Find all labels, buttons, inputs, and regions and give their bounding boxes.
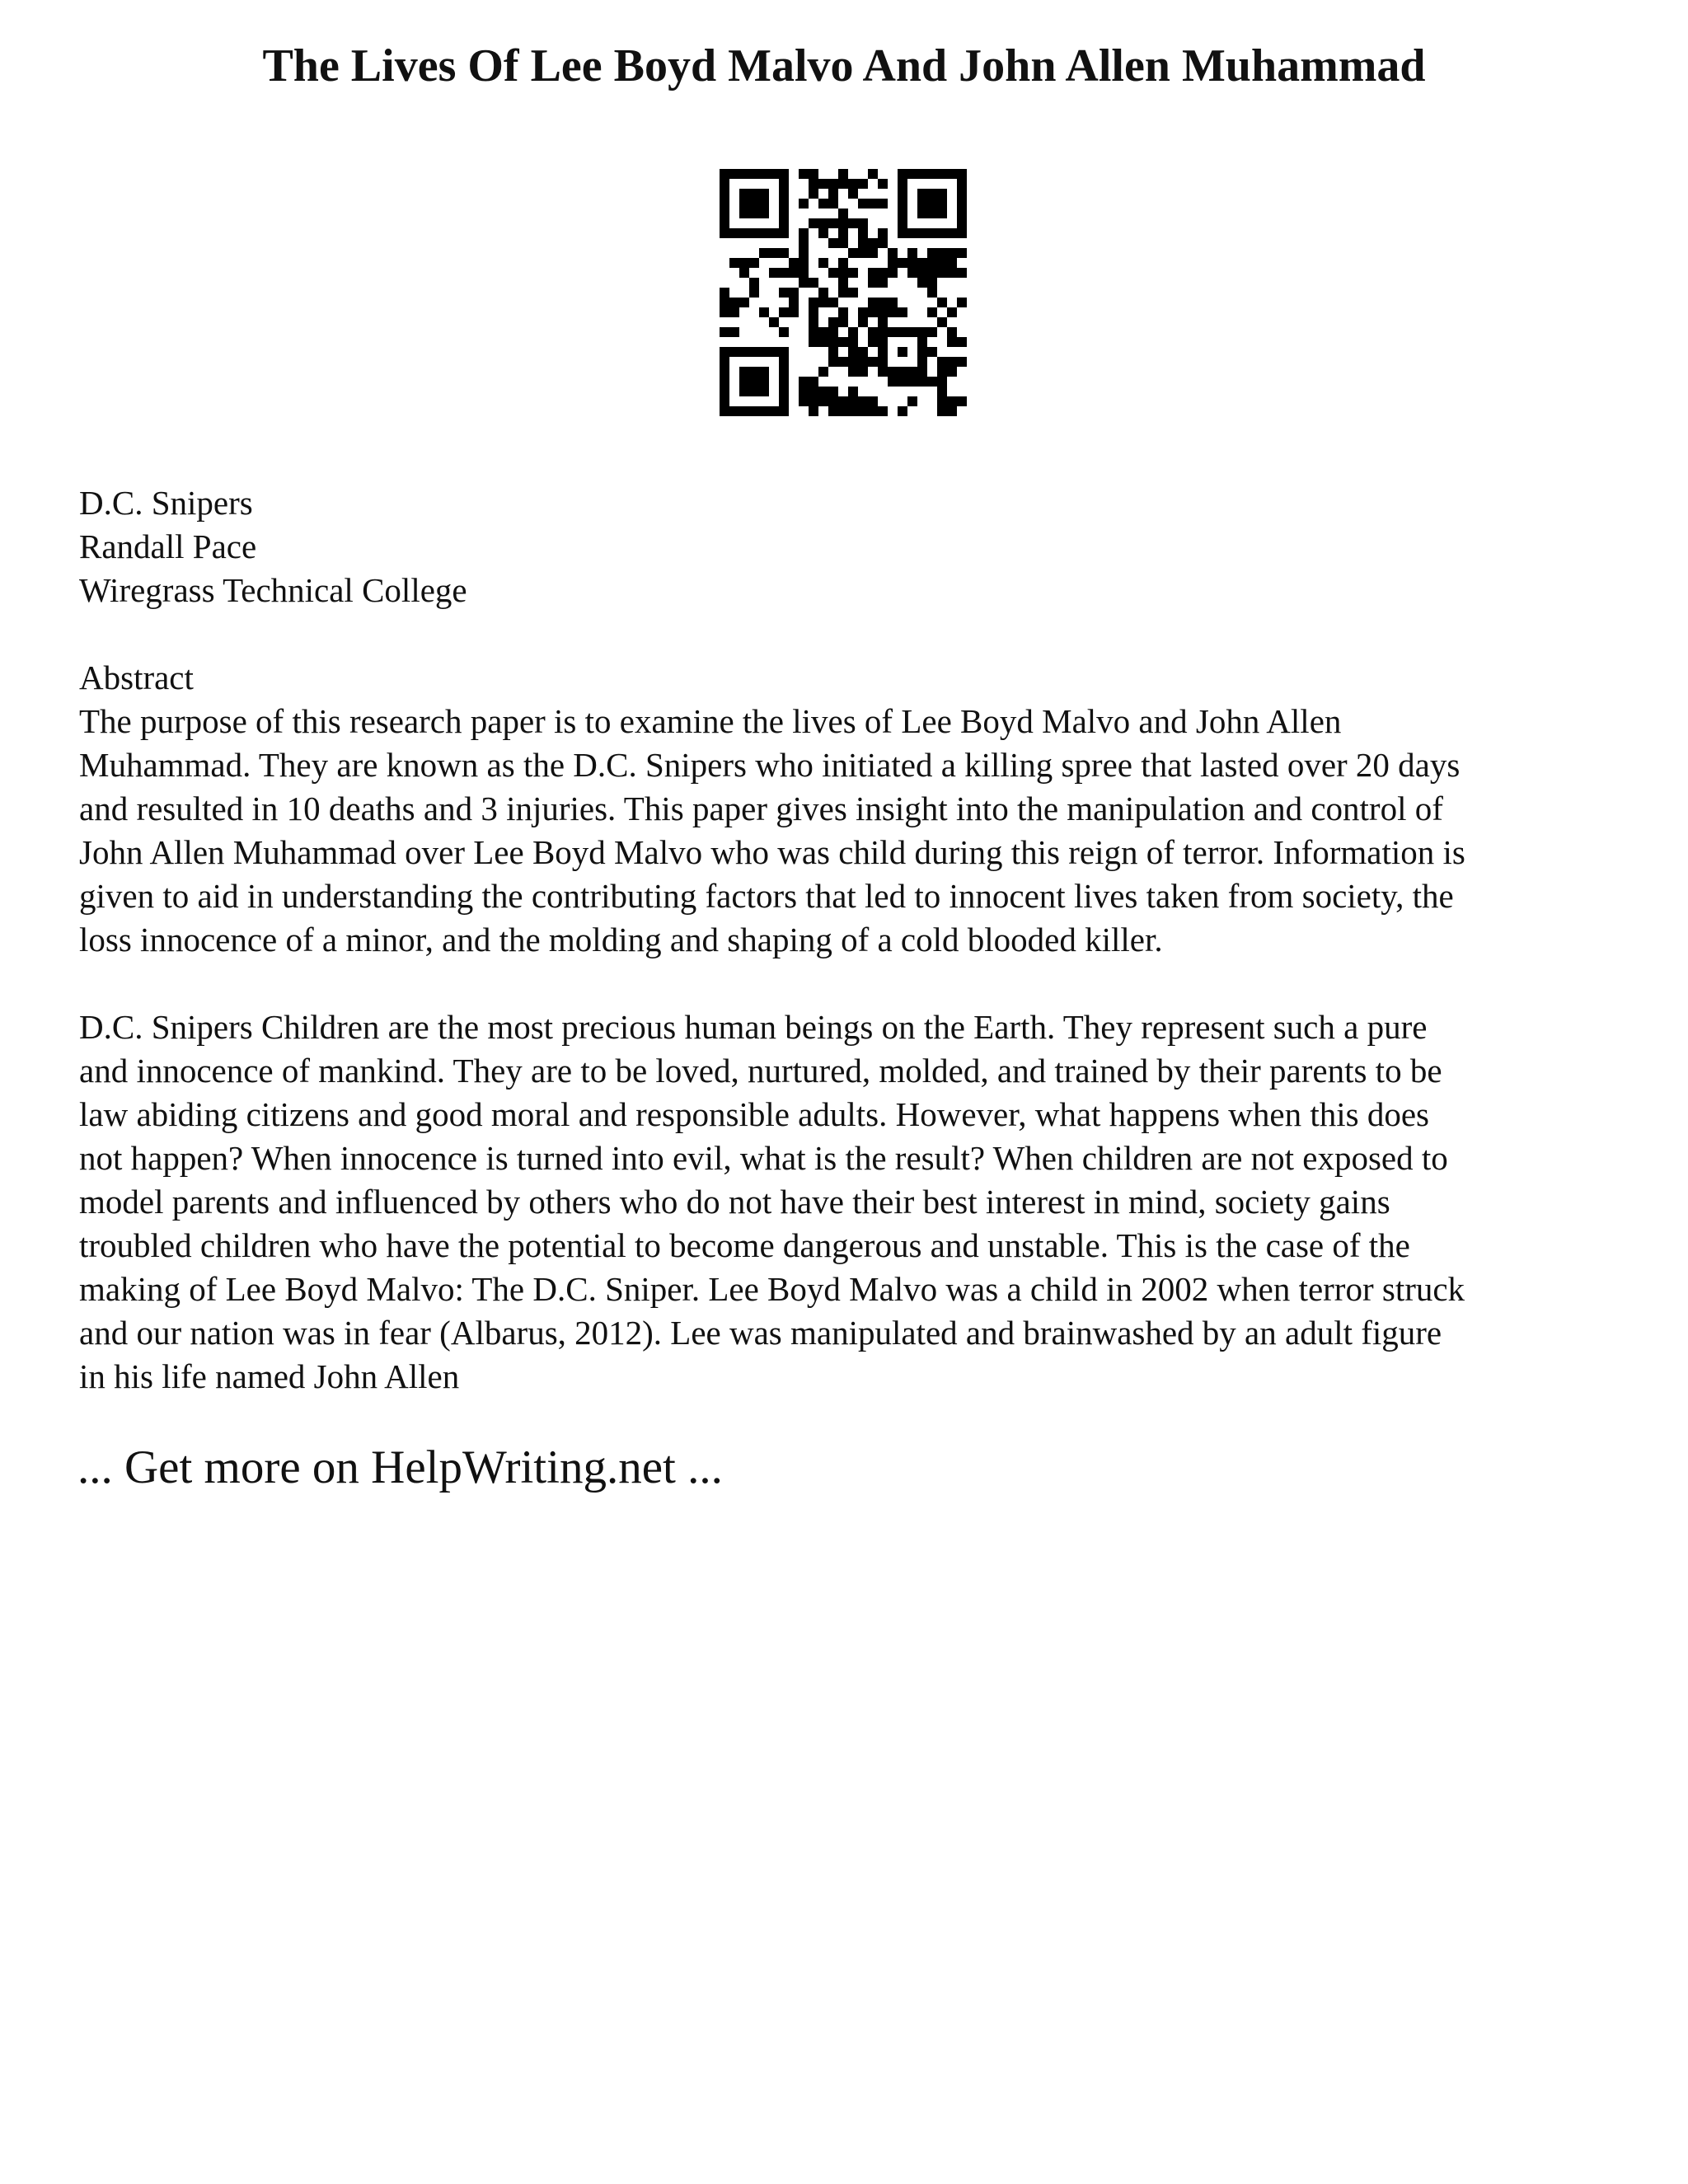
abstract-heading: Abstract bbox=[79, 658, 194, 696]
header-line-running-head: D.C. Snipers bbox=[79, 484, 253, 522]
header-line-author: Randall Pace bbox=[79, 527, 257, 565]
abstract-paragraph bbox=[79, 700, 1620, 962]
abstract-line: given to aid in understanding the contributing factors that led to innocent lives taken from society, the bbox=[79, 877, 1454, 915]
abstract-line: and resulted in 10 deaths and 3 injuries. This paper gives insight into the manipulation and control of bbox=[79, 790, 1443, 827]
spacer bbox=[79, 962, 1620, 1005]
body-line: and innocence of mankind. They are to be loved, nurtured, molded, and trained by their parents to be bbox=[79, 1052, 1442, 1090]
abstract-line: Muhammad. They are known as the D.C. Snipers who initiated a killing spree that lasted over 20 days bbox=[79, 746, 1461, 784]
body-line: troubled children who have the potential to become dangerous and unstable. This is the case of the bbox=[79, 1226, 1410, 1264]
document-title: The Lives Of Lee Boyd Malvo And John Allen Muhammad bbox=[262, 40, 1426, 91]
abstract-line: John Allen Muhammad over Lee Boyd Malvo who was child during this reign of terror. Information is bbox=[79, 833, 1465, 871]
body-line: making of Lee Boyd Malvo: The D.C. Sniper. Lee Boyd Malvo was a child in 2002 when terror struck bbox=[79, 1270, 1465, 1308]
body-line: model parents and influenced by others who do not have their best interest in mind, society gains bbox=[79, 1183, 1390, 1221]
body-line: and our nation was in fear (Albarus, 2012). Lee was manipulated and brainwashed by an adult figure bbox=[79, 1314, 1442, 1352]
abstract-line: loss innocence of a minor, and the molding and shaping of a cold blooded killer. bbox=[79, 921, 1163, 958]
spacer bbox=[79, 612, 1620, 656]
body-line: D.C. Snipers Children are the most precious human beings on the Earth. They represent such a pure bbox=[79, 1008, 1428, 1046]
helpwriting-link[interactable]: ... Get more on HelpWriting.net ... bbox=[77, 1441, 723, 1493]
body-paragraph bbox=[79, 1005, 1620, 1399]
body-line: law abiding citizens and good moral and responsible adults. However, what happens when this does bbox=[79, 1095, 1429, 1133]
qr-code-icon bbox=[720, 169, 967, 416]
header-line-institution: Wiregrass Technical College bbox=[79, 571, 467, 609]
abstract-line: The purpose of this research paper is to examine the lives of Lee Boyd Malvo and John Allen bbox=[79, 702, 1342, 740]
document-body bbox=[79, 481, 1620, 1399]
body-line: in his life named John Allen bbox=[79, 1357, 460, 1395]
body-line: not happen? When innocence is turned into evil, what is the result? When children are not exposed to bbox=[79, 1139, 1448, 1177]
